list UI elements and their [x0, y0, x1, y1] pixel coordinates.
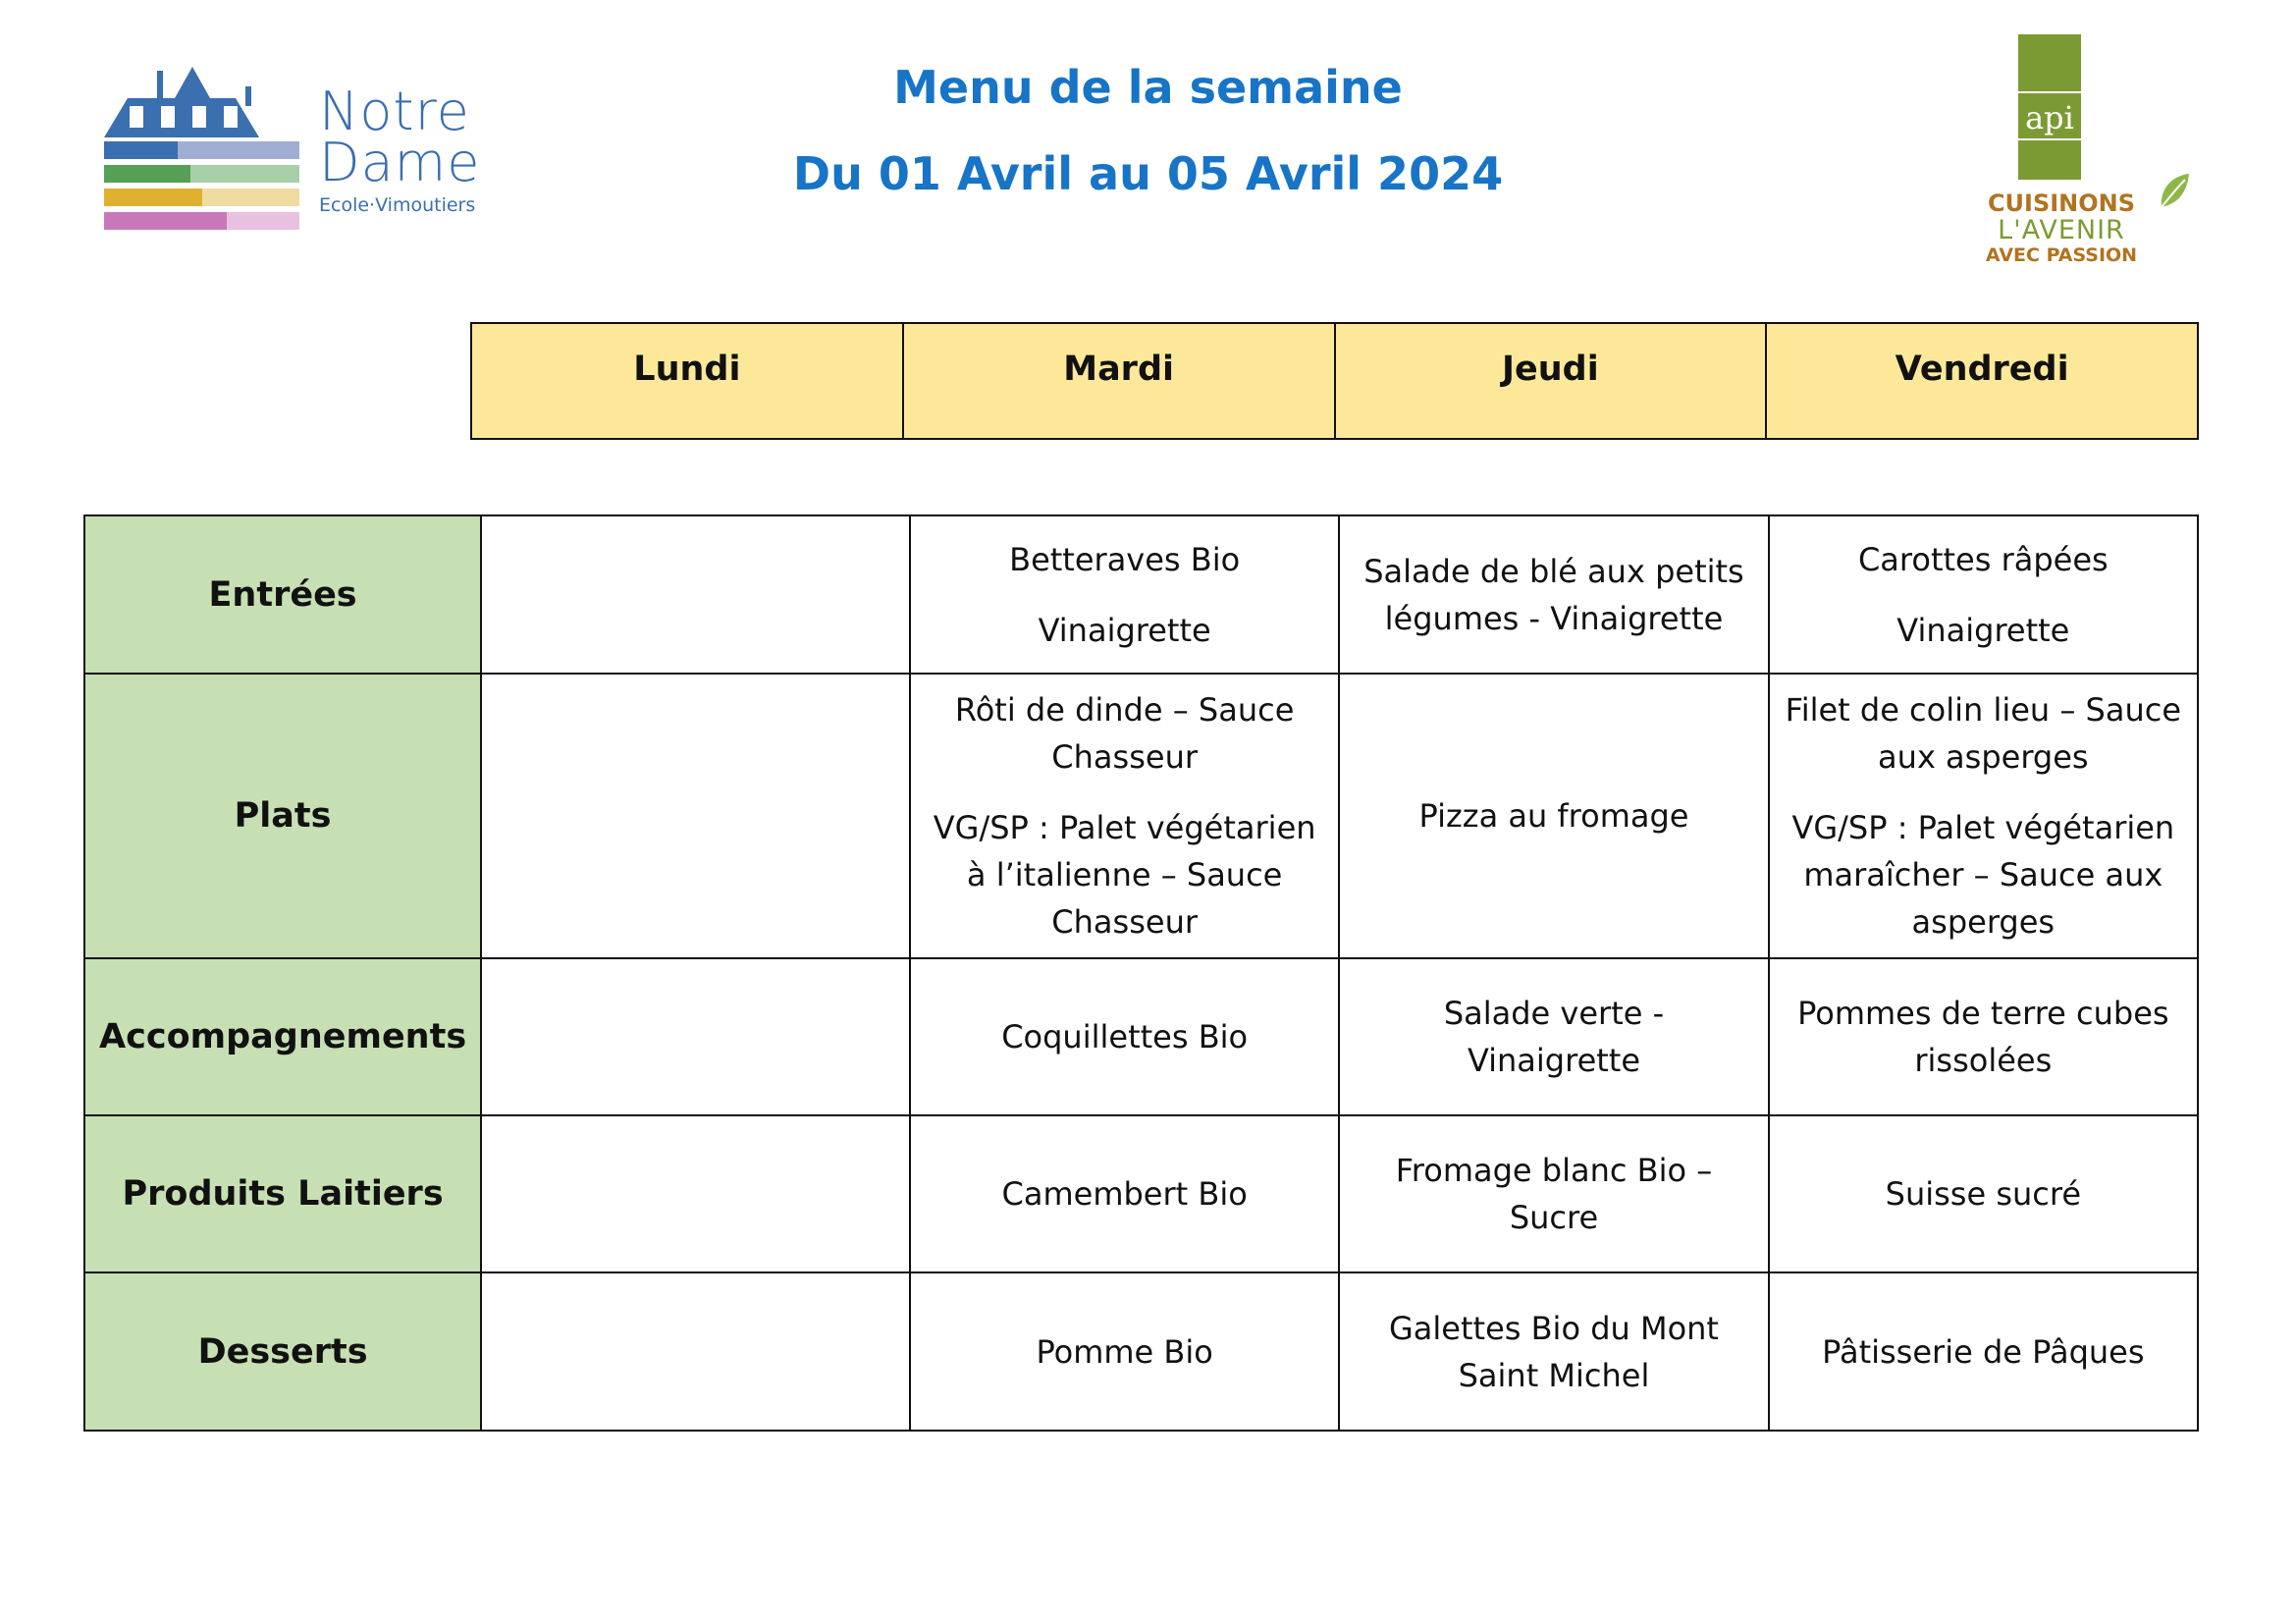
row-label-entrees: Entrées — [84, 515, 481, 674]
menu-cell-lundi — [481, 674, 910, 958]
api-logo — [1953, 34, 2189, 270]
menu-item: Galettes Bio du Mont Saint Michel — [1388, 1309, 1719, 1394]
row-label-accompagnements: Accompagnements — [84, 958, 481, 1115]
menu-cell-lundi — [481, 515, 910, 674]
row-label-produits-laitiers: Produits Laitiers — [84, 1115, 481, 1272]
menu-item: Filet de colin lieu – Sauce aux asperges — [1785, 691, 2182, 776]
api-slogan-line1: CUISINONS — [1987, 189, 2136, 217]
menu-item: Coquillettes Bio — [1001, 1018, 1249, 1055]
day-header-mardi: Mardi — [903, 323, 1335, 439]
logo-text-notre: Notre — [319, 81, 470, 142]
day-header-jeudi: Jeudi — [1335, 323, 1767, 439]
page-title: Menu de la semaine — [893, 61, 1403, 114]
menu-cell-jeudi — [1339, 1115, 1768, 1272]
menu-cell-vendredi — [1769, 1272, 2198, 1431]
menu-cell-mardi — [910, 1115, 1339, 1272]
api-slogan-line2: L'AVENIR — [1998, 215, 2125, 245]
table-row — [84, 958, 2198, 1115]
menu-item: Pâtisserie de Pâques — [1822, 1332, 2145, 1371]
menu-cell-mardi — [910, 674, 1339, 958]
table-row — [84, 1272, 2198, 1431]
menu-cell-lundi — [481, 1115, 910, 1272]
logo-text-dame: Dame — [319, 132, 481, 193]
menu-item: Vinaigrette — [1038, 611, 1211, 649]
menu-cell-jeudi — [1339, 1272, 1768, 1431]
menu-item: Pommes de terre cubes rissolées — [1797, 995, 2169, 1079]
menu-item: VG/SP : Palet végétarien à l’italienne – Sauce Chasseur — [933, 809, 1316, 941]
menu-item: Vinaigrette — [1896, 611, 2070, 649]
menu-cell-vendredi — [1769, 674, 2198, 958]
menu-item: Pizza au fromage — [1418, 797, 1689, 835]
api-slogan-line3: AVEC PASSION — [1985, 244, 2138, 266]
day-header-vendredi: Vendredi — [1766, 323, 2198, 439]
menu-cell-lundi — [481, 1272, 910, 1431]
menu-cell-jeudi — [1339, 958, 1768, 1115]
logo-text-ecole: Ecole·Vimoutiers — [319, 194, 476, 216]
menu-cell-vendredi — [1769, 515, 2198, 674]
menu-item: Rôti de dinde – Sauce Chasseur — [954, 691, 1295, 776]
menu-item: Salade de blé aux petits légumes - Vinaigrette — [1363, 552, 1744, 637]
menu-cell-jeudi — [1339, 515, 1768, 674]
table-row — [84, 674, 2198, 958]
menu-item: Fromage blanc Bio – Sucre — [1395, 1152, 1713, 1236]
menu-cell-jeudi — [1339, 674, 1768, 958]
days-header-table — [470, 322, 2199, 440]
menu-cell-mardi — [910, 515, 1339, 674]
menu-item: Suisse sucré — [1885, 1175, 2081, 1213]
page-subtitle-dates: Du 01 Avril au 05 Avril 2024 — [792, 147, 1504, 200]
menu-item: Carottes râpées — [1857, 540, 2109, 578]
menu-cell-mardi — [910, 958, 1339, 1115]
table-row — [84, 1115, 2198, 1272]
row-label-plats: Plats — [84, 674, 481, 958]
menu-item: VG/SP : Palet végétarien maraîcher – Sauce aux asperges — [1791, 809, 2175, 941]
menu-cell-vendredi — [1769, 958, 2198, 1115]
row-label-desserts: Desserts — [84, 1272, 481, 1431]
menu-item: Salade verte - Vinaigrette — [1443, 995, 1665, 1079]
menu-cell-vendredi — [1769, 1115, 2198, 1272]
api-mark — [2018, 34, 2081, 180]
menu-item: Betteraves Bio — [1009, 540, 1241, 578]
menu-item: Pomme Bio — [1036, 1332, 1213, 1371]
day-header-lundi: Lundi — [471, 323, 903, 439]
api-mark-text: api — [2025, 99, 2074, 136]
menu-cell-lundi — [481, 958, 910, 1115]
table-row — [84, 515, 2198, 674]
menu-table — [83, 514, 2199, 1432]
menu-cell-mardi — [910, 1272, 1339, 1431]
menu-item: Camembert Bio — [1001, 1175, 1248, 1213]
